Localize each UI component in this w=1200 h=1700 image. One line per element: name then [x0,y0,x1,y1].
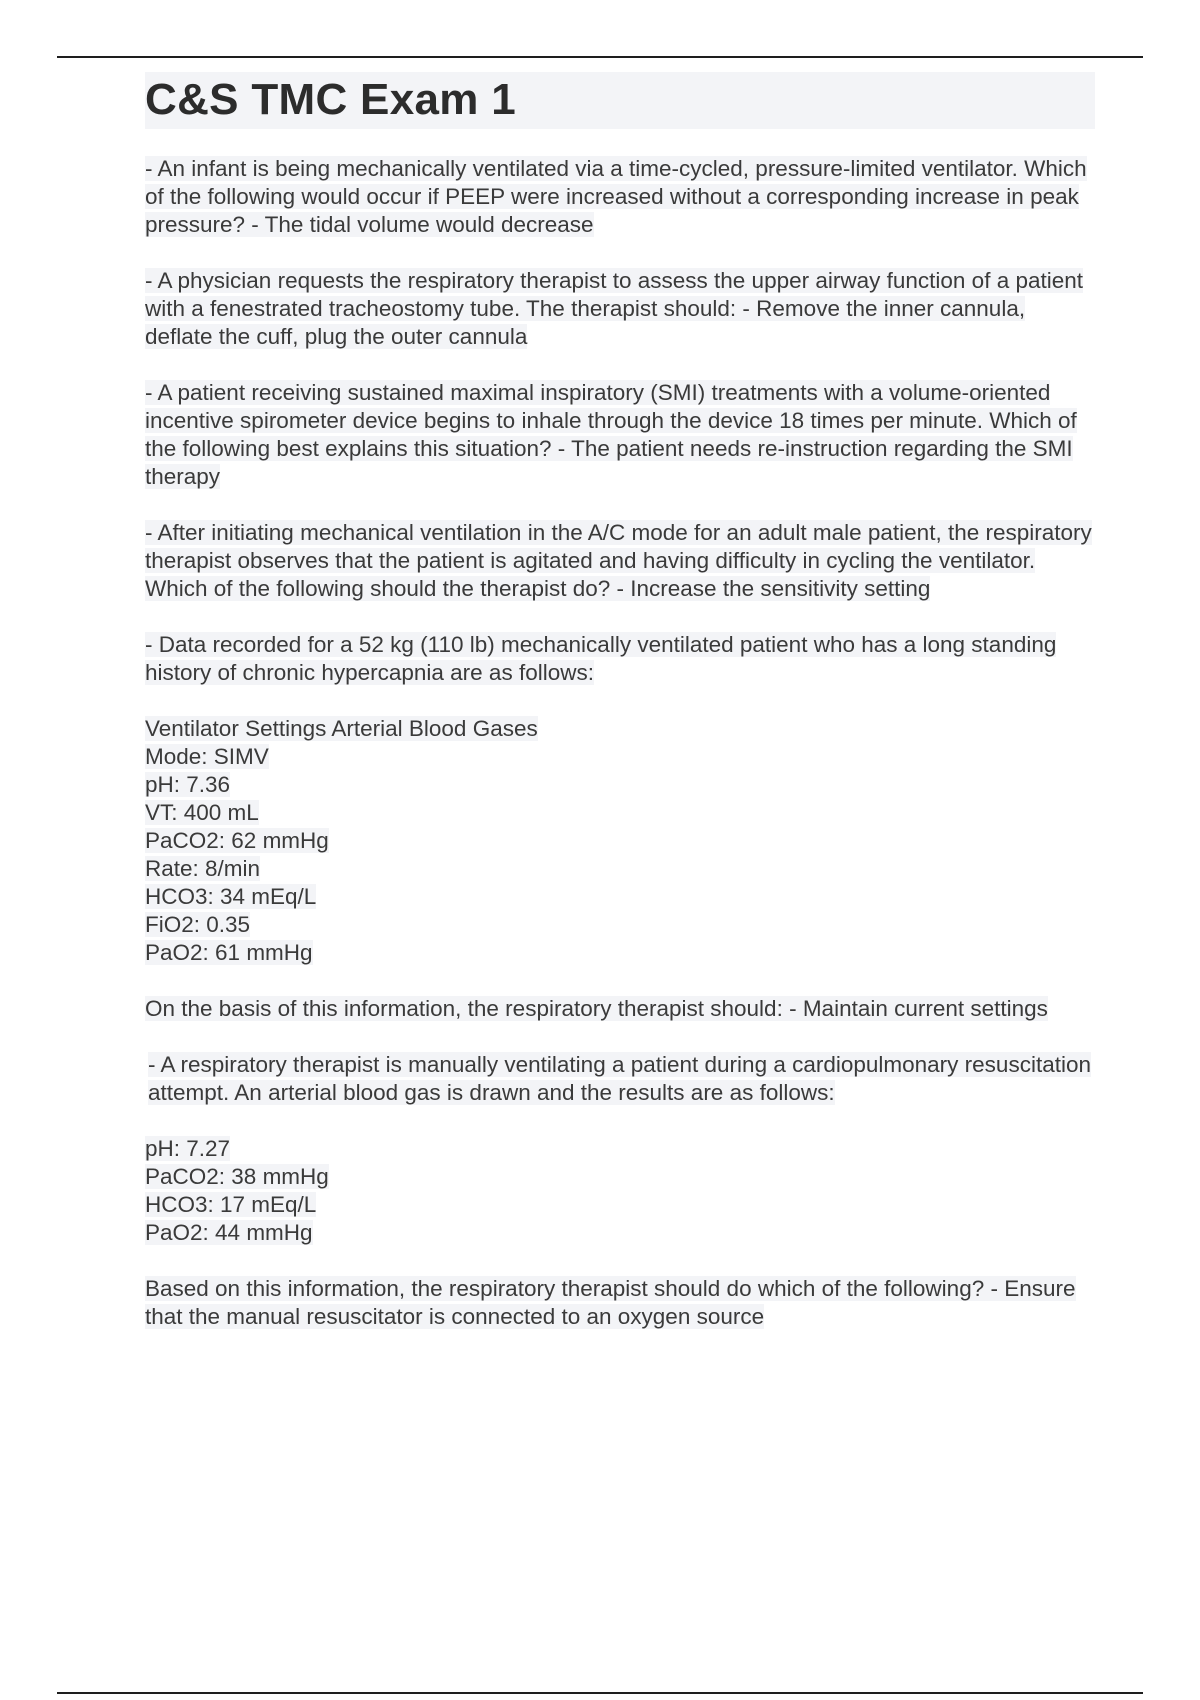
question-6-data-list [145,1135,1095,1247]
question-4-text: - After initiating mechanical ventilation in the A/C mode for an adult male patient, the respiratory therapist observes that the patient is agitated and having difficulty in cycling the ventilator. Which of the following should the therapist do? - Increase the sensitivity setting [145,520,1092,601]
question-3-text: - A patient receiving sustained maximal inspiratory (SMI) treatments with a volume-oriented incentive spirometer device begins to inhale through the device 18 times per minute. Which of the following best explains this situation? - The patient needs re-instruction regarding the SMI therapy [145,380,1077,489]
question-2-text: - A physician requests the respiratory therapist to assess the upper airway function of a patient with a fenestrated tracheostomy tube. The therapist should: - Remove the inner cannula, deflate the cuff, plug the outer cannula [145,268,1084,349]
question-6-answer [145,1275,1095,1331]
data-line: HCO3: 34 mEq/L [145,884,317,909]
data-line: PaO2: 61 mmHg [145,940,313,965]
question-5-answer [145,995,1095,1023]
document-title: C&S TMC Exam 1 [145,72,1095,129]
data-line: PaCO2: 62 mmHg [145,828,329,853]
data-line: PaO2: 44 mmHg [145,1220,313,1245]
question-1 [145,155,1095,239]
question-5-intro [145,631,1095,687]
data-line: Rate: 8/min [145,856,261,881]
data-line: pH: 7.36 [145,772,231,797]
question-2 [145,267,1095,351]
data-line: Mode: SIMV [145,744,269,769]
question-6-answer-text: Based on this information, the respiratory therapist should do which of the following? - Ensure that the manual resuscitator is connected to an oxygen source [145,1276,1076,1329]
data-line: pH: 7.27 [145,1136,231,1161]
question-3 [145,379,1095,491]
data-line: HCO3: 17 mEq/L [145,1192,317,1217]
data-line: VT: 400 mL [145,800,259,825]
bottom-rule [57,1692,1143,1694]
data-line: Ventilator Settings Arterial Blood Gases [145,716,538,741]
question-5-intro-text: - Data recorded for a 52 kg (110 lb) mechanically ventilated patient who has a long standing history of chronic hypercapnia are as follows: [145,632,1057,685]
question-4 [145,519,1095,603]
data-line: PaCO2: 38 mmHg [145,1164,329,1189]
document-page [145,72,1095,1331]
question-5-data-list [145,715,1095,967]
question-6-intro-text: - A respiratory therapist is manually ventilating a patient during a cardiopulmonary resuscitation attempt. An arterial blood gas is drawn and the results are as follows: [148,1052,1091,1105]
question-5-answer-text: On the basis of this information, the respiratory therapist should: - Maintain current settings [145,996,1048,1021]
top-rule [57,56,1143,58]
question-1-text: - An infant is being mechanically ventilated via a time-cycled, pressure-limited ventilator. Which of the following would occur if PEEP were increased without a corresponding increase in peak pressure? - The tidal volume would decrease [145,156,1087,237]
question-6-intro [145,1051,1095,1107]
data-line: FiO2: 0.35 [145,912,251,937]
